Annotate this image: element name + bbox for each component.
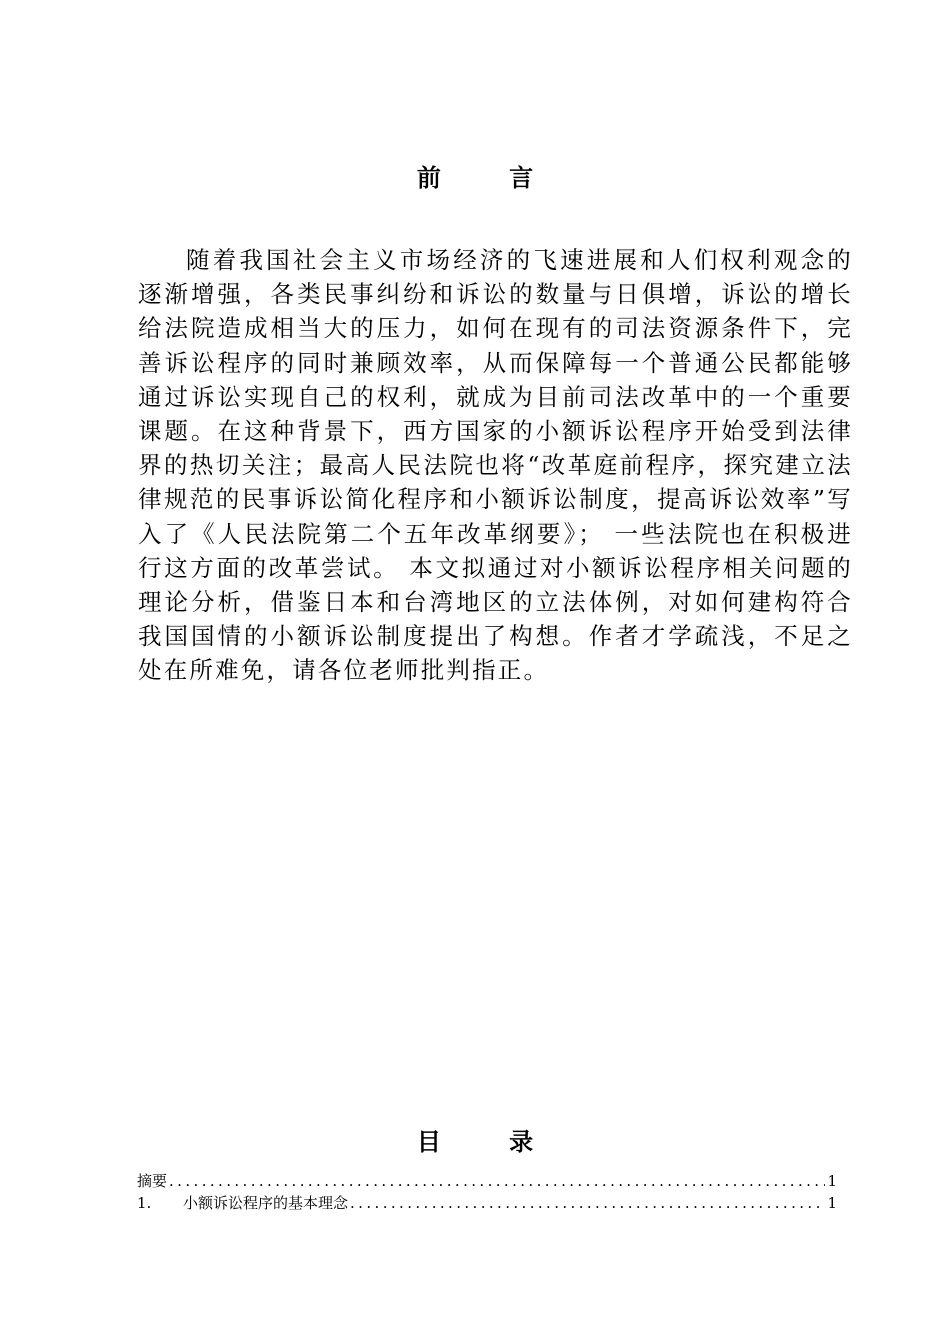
table-of-contents	[137, 1170, 837, 1214]
toc-entry-abstract[interactable]	[137, 1170, 837, 1192]
preface-heading: 前 言	[416, 164, 564, 192]
toc-entry-number: 1.	[137, 1194, 152, 1212]
toc-entry-page: 1	[827, 1194, 837, 1212]
toc-entry-label: 小额诉讼程序的基本理念	[183, 1194, 349, 1212]
toc-entry-basic-concept[interactable]	[137, 1192, 837, 1214]
toc-entry-page: 1	[827, 1172, 837, 1190]
toc-leader-dots	[350, 1192, 825, 1214]
preface-paragraph: 随着我国社会主义市场经济的飞速进展和人们权利观念的逐渐增强，各类民事纠纷和诉讼的数量与日俱增，诉讼的增长给法院造成相当大的压力，如何在现有的司法资源条件下，完善诉讼程序的同时兼顾效率，从而保障每一个普通公民都能够通过诉讼实现自己的权利，就成为目前司法改革中的一个重要课题。在这种背景下，西方国家的小额诉讼程序开始受到法律界的热切关注；最高人民法院也将“改革庭前程序，探究建立法律规范的民事诉讼简化程序和小额诉讼制度，提高诉讼效率”写入了《人民法院第二个五年改革纲要》； 一些法院也在积极进行这方面的改革尝试。 本文拟通过对小额诉讼程序相关问题的理论分析，借鉴日本和台湾地区的立法体例，对如何建构符合我国国情的小额诉讼制度提出了构想。作者才学疏浅，不足之处在所难免，请各位老师批判指正。	[138, 246, 853, 685]
toc-leader-dots	[169, 1170, 825, 1192]
toc-entry-label: 摘要	[137, 1172, 168, 1190]
toc-heading: 目 录	[416, 1128, 564, 1156]
